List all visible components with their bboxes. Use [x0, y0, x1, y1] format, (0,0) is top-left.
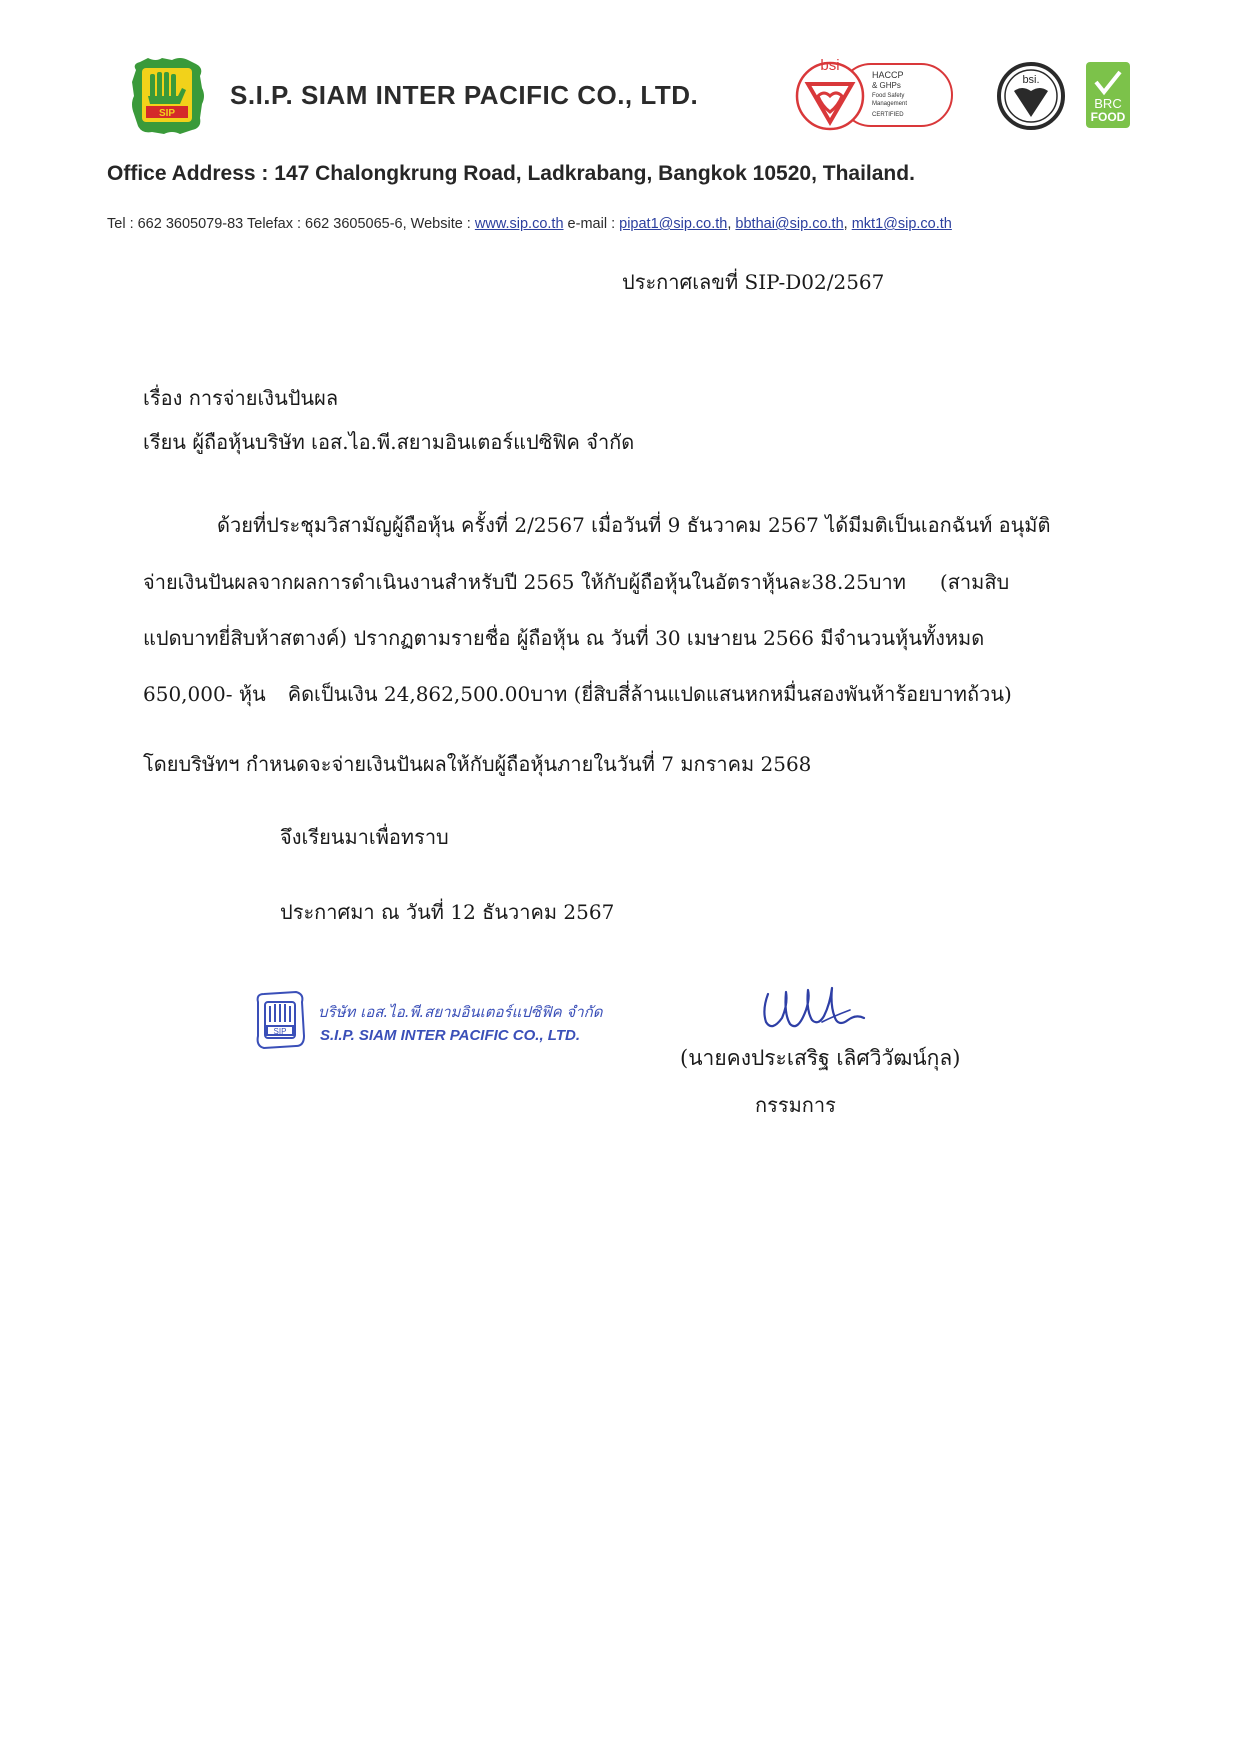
company-stamp	[250, 988, 630, 1058]
company-name: S.I.P. SIAM INTER PACIFIC CO., LTD.	[230, 80, 699, 110]
email-link-pipat1[interactable]: pipat1@sip.co.th	[619, 216, 728, 232]
signatory-name: (นายคงประเสริฐ เลิศวิวัฒน์กุล)	[680, 1046, 961, 1070]
announcement-number: ประกาศเลขที่ SIP-D02/2567	[622, 270, 885, 294]
subject-line: เรื่อง การจ่ายเงินปันผล	[143, 386, 339, 410]
bsi-kitemark-icon	[996, 61, 1066, 131]
svg-text:BRC: BRC	[1094, 96, 1122, 111]
email-link-bbthai[interactable]: bbthai@sip.co.th	[735, 216, 844, 232]
announcement-date: ประกาศมา ณ วันที่ 12 ธันวาคม 2567	[280, 900, 615, 924]
paragraph-line	[143, 570, 1009, 594]
closing-line: จึงเรียนมาเพื่อทราบ	[280, 825, 449, 849]
svg-text:CERTIFIED: CERTIFIED	[872, 112, 904, 118]
email-link-mkt1[interactable]: mkt1@sip.co.th	[851, 216, 952, 232]
stamp-thai-line: บริษัท เอส.ไอ.พี.สยามอินเตอร์แปซิฟิค จำกัด	[318, 1003, 603, 1021]
signatory-title: กรรมการ	[755, 1093, 836, 1117]
paragraph-text: จ่ายเงินปันผลจากผลการดำเนินงานสำหรับปี 2565 ให้กับผู้ถือหุ้นในอัตราหุ้นละ38.25บาท	[143, 570, 906, 594]
paragraph-line	[143, 682, 1012, 706]
paragraph-line: แปดบาทยี่สิบห้าสตางค์) ปรากฏตามรายชื่อ ผู้ถือหุ้น ณ วันที่ 30 เมษายน 2566 มีจำนวนหุ้นทั้งหมด	[143, 626, 985, 650]
separator: ,	[843, 216, 852, 232]
svg-text:SIP: SIP	[273, 1027, 287, 1036]
brc-food-certificate-icon	[1086, 62, 1130, 128]
email-label: e-mail :	[563, 216, 620, 232]
website-link[interactable]: www.sip.co.th	[474, 216, 564, 232]
office-address: Office Address : 147 Chalongkrung Road, Ladkrabang, Bangkok 10520, Thailand.	[107, 162, 915, 185]
paragraph-line: โดยบริษัทฯ กำหนดจะจ่ายเงินปันผลให้กับผู้ถือหุ้นภายในวันที่ 7 มกราคม 2568	[143, 752, 812, 776]
recipient-line: เรียน ผู้ถือหุ้นบริษัท เอส.ไอ.พี.สยามอินเตอร์แปซิฟิค จำกัด	[143, 430, 635, 454]
contact-line	[107, 216, 952, 232]
logo-text: SIP	[158, 108, 176, 119]
bsi-haccp-certification-icon	[794, 56, 956, 136]
svg-text:Food Safety: Food Safety	[872, 93, 905, 99]
contact-phone-fax: Tel : 662 3605079-83 Telefax : 662 3605065-6, Website :	[107, 216, 475, 232]
share-count: 650,000- หุ้น	[143, 682, 266, 706]
paragraph-text: คิดเป็นเงิน 24,862,500.00บาท (ยี่สิบสี่ล้านแปดแสนหกหมื่นสองพันห้าร้อยบาทถ้วน)	[287, 682, 1012, 706]
handwritten-signature	[760, 980, 880, 1038]
svg-text:Management: Management	[872, 101, 908, 107]
svg-text:bsi.: bsi.	[1022, 74, 1040, 86]
paragraph-line: ด้วยที่ประชุมวิสามัญผู้ถือหุ้น ครั้งที่ 2/2567 เมื่อวันที่ 9 ธันวาคม 2567 ได้มีมติเป็นเอกฉันท์ อนุมัติ	[217, 513, 1051, 537]
svg-text:bsi: bsi	[820, 57, 840, 74]
separator: ,	[727, 216, 736, 232]
svg-text:& GHPs: & GHPs	[872, 81, 901, 90]
company-logo	[128, 56, 206, 136]
stamp-english-line: S.I.P. SIAM INTER PACIFIC CO., LTD.	[320, 1027, 581, 1044]
svg-text:FOOD: FOOD	[1090, 110, 1126, 124]
paragraph-text: (สามสิบ	[939, 570, 1010, 594]
svg-text:HACCP: HACCP	[872, 70, 904, 80]
